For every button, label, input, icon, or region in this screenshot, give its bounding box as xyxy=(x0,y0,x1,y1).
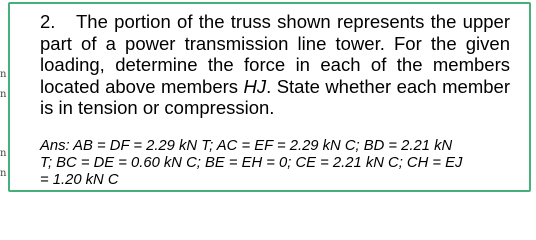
margin-mark: n xyxy=(0,89,7,100)
member-label: HJ xyxy=(243,75,267,97)
answer-block xyxy=(40,138,516,188)
problem-statement xyxy=(40,11,510,119)
answer-line: Ans: AB = DF = 2.29 kN T; AC = EF = 2.29 kN C; BD = 2.21 kN xyxy=(40,138,453,154)
problem-text: The portion of the truss shown represents the upper part of a power transmission line tower. For the given loading, determine the force in each of the members located above members xyxy=(40,11,510,97)
answer-line: = 1.20 kN C xyxy=(40,171,119,188)
problem-number: 2. xyxy=(40,11,56,32)
problem-box xyxy=(8,2,531,192)
answer-line: T; BC = DE = 0.60 kN C; BE = EH = 0; CE = 2.21 kN C; CH = EJ xyxy=(40,154,463,171)
margin-mark: n xyxy=(0,148,7,159)
problem-text-end: . State whether each member is in tension or compression. xyxy=(40,75,510,119)
margin-mark: n xyxy=(0,168,7,179)
margin-mark: n xyxy=(0,69,7,80)
